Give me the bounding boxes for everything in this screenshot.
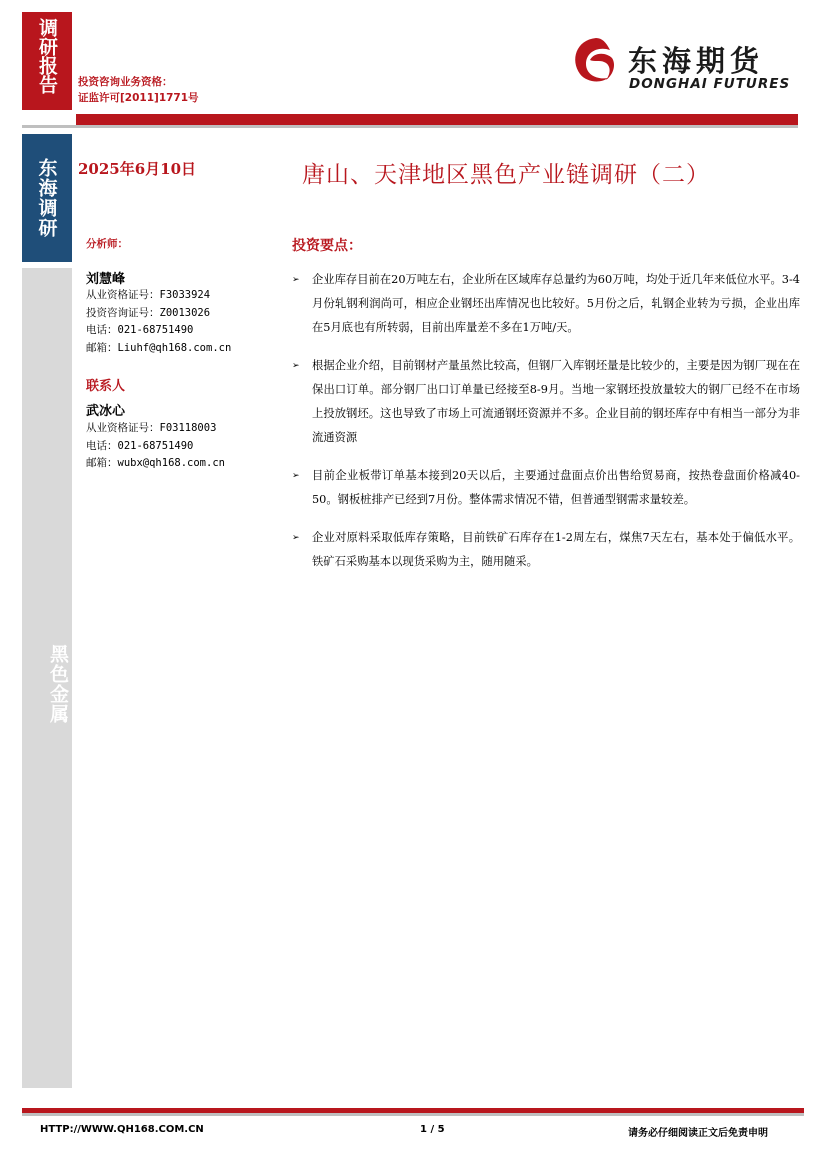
qualification-info [78, 74, 199, 106]
footer-divider [22, 1113, 804, 1116]
report-type-tag: 调研报告 [22, 12, 72, 110]
contact-email[interactable]: 邮箱：wubx@qh168.com.cn [86, 457, 225, 469]
analyst-email[interactable]: 邮箱：Liuhf@qh168.com.cn [86, 341, 232, 354]
key-point-text: 目前企业板带订单基本接到20天以后，主要通过盘面点价出售给贸易商，按热卷盘面价格减40-50。钢板桩排产已经到7月份。整体需求情况不错，但普通型钢需求量较差。 [312, 469, 800, 506]
bullet-arrow-icon: ➢ [292, 471, 300, 481]
contact-info-line: 从业资格证号：F03118003 [86, 422, 217, 434]
analyst-info-line: 从业资格证号：F3033924 [86, 289, 211, 301]
analyst-heading: 分析师： [86, 238, 128, 250]
bullet-arrow-icon: ➢ [292, 361, 300, 371]
analyst-name: 刘慧峰 [86, 272, 126, 287]
bullet-arrow-icon: ➢ [292, 533, 300, 543]
bullet-arrow-icon: ➢ [292, 275, 300, 285]
license-line: 证监许可[2011]1771号 [78, 92, 199, 104]
key-points-heading: 投资要点： [292, 238, 362, 254]
analyst-info-line: 投资咨询证号：Z0013026 [86, 306, 211, 319]
analyst-info-line: 电话：021-68751490 [86, 324, 194, 336]
key-point [292, 268, 800, 340]
series-tag: 东海调研 [22, 134, 72, 262]
logo-chinese-name: 东海期货 [628, 44, 765, 78]
contact-info [86, 420, 225, 473]
key-point [292, 464, 800, 512]
page-number: 1 / 5 [420, 1124, 445, 1135]
contact-heading: 联系人 [86, 379, 126, 394]
qualification-line: 投资咨询业务资格： [78, 76, 173, 88]
contact-info-line: 电话：021-68751490 [86, 439, 194, 452]
footer-disclaimer: 请务必仔细阅读正文后免责申明 [628, 1128, 768, 1139]
logo-english-name: DONGHAI FUTURES [629, 76, 791, 92]
sector-tag: 黑色金属 [22, 268, 72, 1088]
key-points-list [292, 268, 800, 588]
report-title: 唐山、天津地区黑色产业链调研（二） [302, 162, 710, 188]
footer-website-link[interactable]: HTTP://WWW.QH168.COM.CN [40, 1124, 204, 1135]
analyst-info [86, 287, 231, 357]
key-point-text: 根据企业介绍，目前钢材产量虽然比较高，但钢厂入库钢坯量是比较少的，主要是因为钢厂现在在保出口订单。部分钢厂出口订单量已经接至8-9月。当地一家钢坯投放量较大的钢厂已经不在市场上投放钢坯。这也导致了市场上可流通钢坯资源并不多。企业目前的钢坯库存中有相当一部分为非流通资源 [312, 359, 800, 444]
key-point-text: 企业库存目前在20万吨左右，企业所在区域库存总量约为60万吨，均处于近几年来低位水平。3-4月份轧钢利润尚可，相应企业钢坯出库情况也比较好。5月份之后，轧钢企业转为亏损，企业出库在5月底也有所转弱，目前出库量差不多在1万吨/天。 [312, 273, 800, 334]
key-point [292, 354, 800, 450]
key-point [292, 526, 800, 574]
report-date: 2025年6月10日 [78, 160, 197, 178]
key-point-text: 企业对原料采取低库存策略，目前铁矿石库存在1-2周左右，煤焦7天左右，基本处于偏低水平。铁矿石采购基本以现货采购为主，随用随采。 [312, 531, 800, 568]
header-divider [22, 125, 798, 128]
contact-name: 武冰心 [86, 404, 126, 419]
